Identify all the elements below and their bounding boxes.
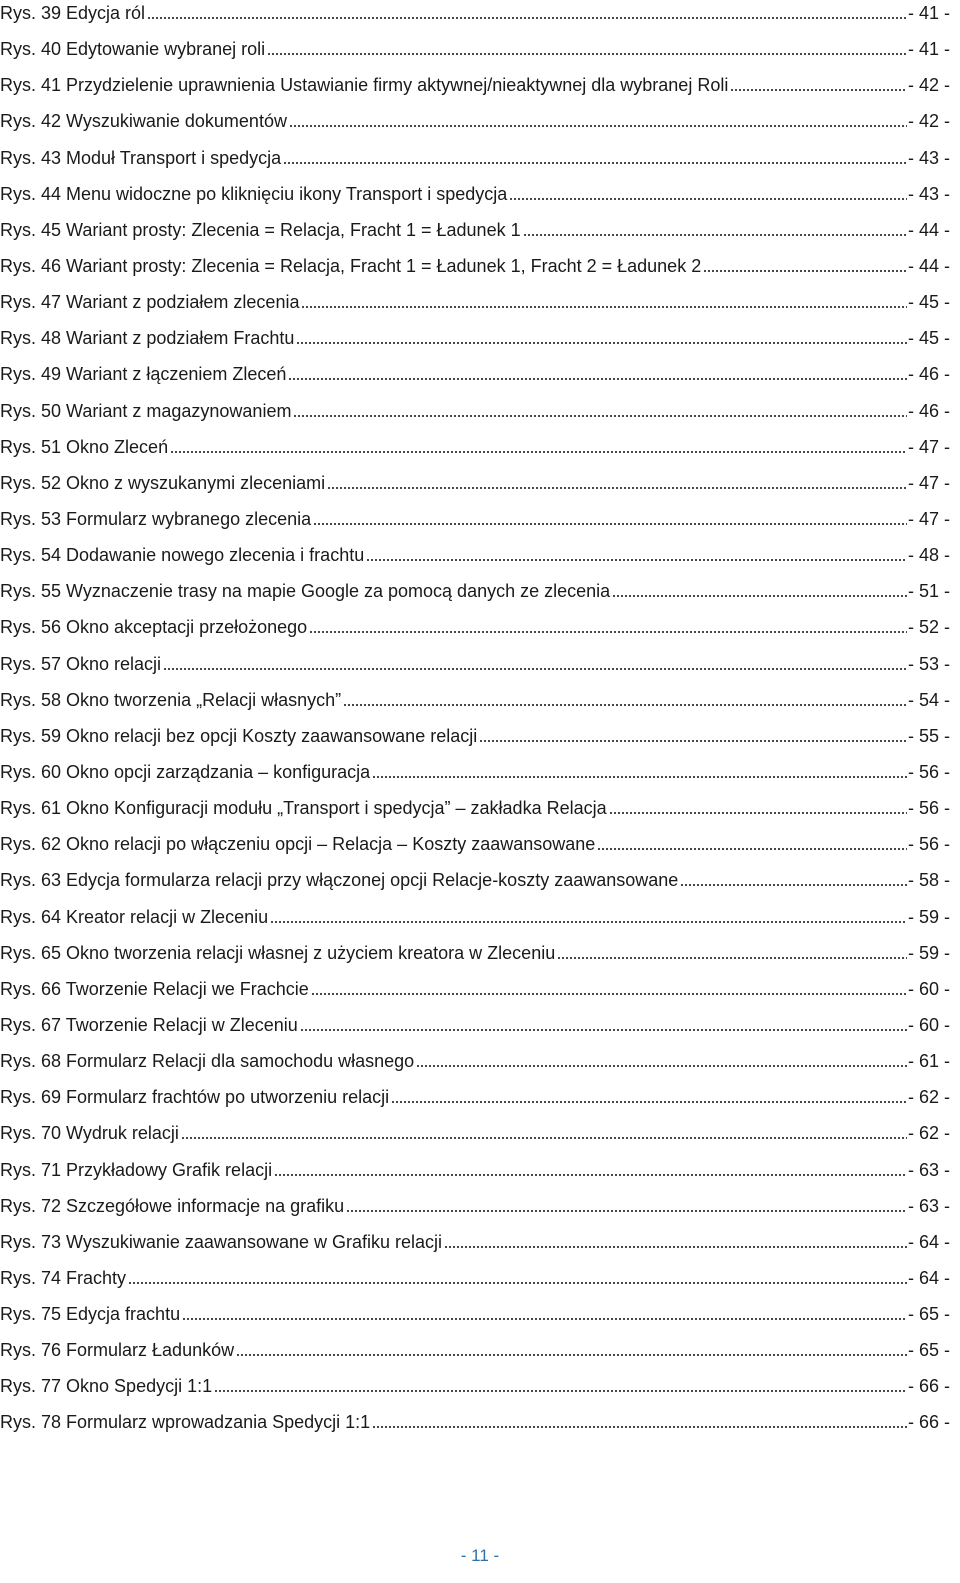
toc-entry-page: - 44 - — [907, 255, 950, 276]
toc-entry-page: - 42 - — [907, 111, 950, 132]
page-number: - 11 - — [460, 1546, 500, 1565]
toc-entry[interactable] — [0, 530, 950, 566]
toc-entry-page: - 56 - — [907, 798, 950, 819]
toc-entry[interactable] — [0, 711, 950, 747]
toc-entry-title: Rys. 50 Wariant z magazynowaniem — [0, 400, 292, 421]
toc-dot-leader — [372, 775, 907, 779]
toc-entry[interactable] — [0, 602, 950, 638]
toc-entry-title: Rys. 63 Edycja formularza relacji przy włączonej opcji Relacje-koszty zaawansowane — [0, 870, 679, 891]
toc-entry-title: Rys. 48 Wariant z podziałem Frachtu — [0, 328, 295, 349]
toc-entry[interactable] — [0, 0, 950, 24]
toc-entry-title: Rys. 66 Tworzenie Relacji we Frachcie — [0, 978, 309, 999]
toc-dot-leader — [236, 1353, 907, 1357]
toc-dot-leader — [288, 377, 907, 381]
toc-entry[interactable] — [0, 313, 950, 349]
toc-entry[interactable] — [0, 385, 950, 421]
toc-entry-page: - 65 - — [907, 1304, 950, 1325]
toc-entry[interactable] — [0, 747, 950, 783]
toc-entry[interactable] — [0, 205, 950, 241]
toc-entry[interactable] — [0, 494, 950, 530]
toc-entry[interactable] — [0, 1361, 950, 1397]
toc-dot-leader — [170, 450, 907, 454]
toc-entry[interactable] — [0, 132, 950, 168]
toc-entry-title: Rys. 69 Formularz frachtów po utworzeniu relacji — [0, 1087, 390, 1108]
toc-dot-leader — [214, 1389, 907, 1393]
toc-entry-page: - 48 - — [907, 545, 950, 566]
toc-entry-title: Rys. 52 Okno z wyszukanymi zleceniami — [0, 472, 326, 493]
toc-entry[interactable] — [0, 1036, 950, 1072]
toc-dot-leader — [300, 1028, 907, 1032]
toc-dot-leader — [372, 1425, 907, 1429]
toc-dot-leader — [181, 1136, 907, 1140]
toc-entry-title: Rys. 58 Okno tworzenia „Relacji własnych” — [0, 689, 342, 710]
toc-entry-page: - 59 - — [907, 942, 950, 963]
toc-dot-leader — [509, 197, 907, 201]
toc-dot-leader — [182, 1317, 907, 1321]
toc-entry-page: - 46 - — [907, 400, 950, 421]
toc-entry-page: - 41 - — [907, 3, 950, 23]
toc-entry-title: Rys. 56 Okno akceptacji przełożonego — [0, 617, 308, 638]
toc-entry-page: - 44 - — [907, 219, 950, 240]
toc-entry-page: - 61 - — [907, 1051, 950, 1072]
toc-entry[interactable] — [0, 96, 950, 132]
toc-entry-page: - 55 - — [907, 725, 950, 746]
toc-entry-page: - 62 - — [907, 1123, 950, 1144]
toc-dot-leader — [309, 630, 907, 634]
toc-entry-title: Rys. 49 Wariant z łączeniem Zleceń — [0, 364, 287, 385]
toc-entry-title: Rys. 74 Frachty — [0, 1267, 127, 1288]
toc-entry-title: Rys. 67 Tworzenie Relacji w Zleceniu — [0, 1014, 298, 1035]
toc-entry-page: - 47 - — [907, 472, 950, 493]
toc-dot-leader — [128, 1281, 907, 1285]
toc-entry[interactable] — [0, 891, 950, 927]
toc-entry[interactable] — [0, 783, 950, 819]
toc-entry-page: - 41 - — [907, 39, 950, 60]
toc-entry-title: Rys. 62 Okno relacji po włączeniu opcji – Relacja – Koszty zaawansowane — [0, 834, 596, 855]
toc-entry-title: Rys. 41 Przydzielenie uprawnienia Ustawianie firmy aktywnej/nieaktywnej dla wybranej Roli — [0, 75, 729, 96]
toc-entry-title: Rys. 65 Okno tworzenia relacji własnej z użyciem kreatora w Zleceniu — [0, 942, 556, 963]
toc-entry[interactable] — [0, 1181, 950, 1217]
toc-entry-title: Rys. 78 Formularz wprowadzania Spedycji 1:1 — [0, 1412, 371, 1433]
toc-entry-title: Rys. 64 Kreator relacji w Zleceniu — [0, 906, 269, 927]
toc-dot-leader — [730, 88, 907, 92]
toc-entry-page: - 60 - — [907, 978, 950, 999]
toc-dot-leader — [147, 16, 907, 20]
toc-entry-page: - 58 - — [907, 870, 950, 891]
toc-entry-title: Rys. 57 Okno relacji — [0, 653, 162, 674]
toc-entry-title: Rys. 42 Wyszukiwanie dokumentów — [0, 111, 287, 132]
toc-entry-page: - 62 - — [907, 1087, 950, 1108]
toc-entry-page: - 52 - — [907, 617, 950, 638]
toc-entry[interactable] — [0, 241, 950, 277]
toc-entry[interactable] — [0, 1072, 950, 1108]
toc-entry-title: Rys. 44 Menu widoczne po kliknięciu ikony Transport i spedycja — [0, 183, 508, 204]
toc-dot-leader — [267, 52, 907, 56]
toc-dot-leader — [313, 522, 907, 526]
toc-dot-leader — [163, 667, 907, 671]
toc-entry-title: Rys. 71 Przykładowy Grafik relacji — [0, 1159, 273, 1180]
toc-entry[interactable] — [0, 1325, 950, 1361]
toc-dot-leader — [366, 558, 907, 562]
toc-entry-title: Rys. 54 Dodawanie nowego zlecenia i frachtu — [0, 545, 365, 566]
toc-entry-page: - 46 - — [907, 364, 950, 385]
toc-entry-page: - 45 - — [907, 328, 950, 349]
toc-entry[interactable] — [0, 24, 950, 60]
toc-entry-page: - 64 - — [907, 1231, 950, 1252]
toc-entry-title: Rys. 70 Wydruk relacji — [0, 1123, 179, 1144]
toc-entry-page: - 63 - — [907, 1159, 950, 1180]
toc-entry-title: Rys. 73 Wyszukiwanie zaawansowane w Grafiku relacji — [0, 1231, 443, 1252]
toc-entry[interactable] — [0, 422, 950, 458]
toc-entry-page: - 43 - — [907, 147, 950, 168]
toc-entry-title: Rys. 61 Okno Konfiguracji modułu „Transport i spedycja” – zakładka Relacja — [0, 798, 607, 819]
toc-dot-leader — [293, 414, 907, 418]
toc-dot-leader — [703, 269, 907, 273]
toc-entry-page: - 51 - — [907, 581, 950, 602]
toc-entry[interactable] — [0, 458, 950, 494]
toc-entry-page: - 66 - — [907, 1412, 950, 1433]
toc-dot-leader — [479, 739, 907, 743]
toc-dot-leader — [346, 1209, 907, 1213]
toc-entry-page: - 45 - — [907, 292, 950, 313]
toc-entry-page: - 63 - — [907, 1195, 950, 1216]
toc-dot-leader — [597, 847, 907, 851]
toc-entry-title: Rys. 72 Szczegółowe informacje na grafiku — [0, 1195, 345, 1216]
toc-dot-leader — [391, 1100, 907, 1104]
toc-dot-leader — [416, 1064, 907, 1068]
toc-entry-page: - 47 - — [907, 436, 950, 457]
toc-entry[interactable] — [0, 964, 950, 1000]
toc-dot-leader — [523, 233, 907, 237]
toc-entry-page: - 64 - — [907, 1267, 950, 1288]
toc-entry-title: Rys. 51 Okno Zleceń — [0, 436, 169, 457]
toc-entry-title: Rys. 45 Wariant prosty: Zlecenia = Relacja, Fracht 1 = Ładunek 1 — [0, 219, 521, 240]
toc-dot-leader — [444, 1245, 907, 1249]
toc-dot-leader — [270, 920, 907, 924]
toc-entry-title: Rys. 43 Moduł Transport i spedycja — [0, 147, 282, 168]
toc-entry-title: Rys. 53 Formularz wybranego zlecenia — [0, 508, 312, 529]
toc-entry[interactable] — [0, 169, 950, 205]
toc-dot-leader — [296, 341, 907, 345]
toc-entry[interactable] — [0, 60, 950, 96]
toc-entry-title: Rys. 68 Formularz Relacji dla samochodu własnego — [0, 1051, 415, 1072]
toc-entry[interactable] — [0, 1108, 950, 1144]
toc-entry-title: Rys. 39 Edycja ról — [0, 3, 146, 23]
toc-dot-leader — [311, 992, 907, 996]
toc-entry-title: Rys. 40 Edytowanie wybranej roli — [0, 39, 266, 60]
toc-entry[interactable] — [0, 1289, 950, 1325]
toc-entry[interactable] — [0, 675, 950, 711]
toc-entry[interactable] — [0, 1217, 950, 1253]
toc-entry-title: Rys. 76 Formularz Ładunków — [0, 1340, 235, 1361]
toc-entry-title: Rys. 77 Okno Spedycji 1:1 — [0, 1376, 213, 1397]
toc-dot-leader — [274, 1173, 907, 1177]
toc-entry[interactable] — [0, 566, 950, 602]
toc-entry-page: - 56 - — [907, 834, 950, 855]
toc-entry-title: Rys. 75 Edycja frachtu — [0, 1304, 181, 1325]
toc-entry-title: Rys. 55 Wyznaczenie trasy na mapie Google za pomocą danych ze zlecenia — [0, 581, 611, 602]
toc-entry[interactable] — [0, 277, 950, 313]
toc-entry[interactable] — [0, 638, 950, 674]
toc-dot-leader — [557, 956, 907, 960]
toc-entry[interactable] — [0, 928, 950, 964]
toc-dot-leader — [680, 883, 907, 887]
toc-entry-title: Rys. 60 Okno opcji zarządzania – konfiguracja — [0, 761, 371, 782]
toc-entry[interactable] — [0, 855, 950, 891]
toc-entry-page: - 60 - — [907, 1014, 950, 1035]
toc-entry-page: - 42 - — [907, 75, 950, 96]
toc-entry[interactable] — [0, 1397, 950, 1433]
toc-entry-page: - 47 - — [907, 508, 950, 529]
toc-dot-leader — [609, 811, 907, 815]
toc-dot-leader — [612, 594, 907, 598]
toc-dot-leader — [343, 703, 907, 707]
toc-entry-page: - 43 - — [907, 183, 950, 204]
toc-entry-page: - 65 - — [907, 1340, 950, 1361]
toc-entry[interactable] — [0, 1253, 950, 1289]
toc-entry-page: - 56 - — [907, 761, 950, 782]
toc-entry[interactable] — [0, 349, 950, 385]
toc-entry-page: - 66 - — [907, 1376, 950, 1397]
toc-entry[interactable] — [0, 1144, 950, 1180]
toc-dot-leader — [301, 305, 907, 309]
toc-dot-leader — [283, 161, 907, 165]
toc-dot-leader — [289, 124, 907, 128]
toc-entry[interactable] — [0, 1000, 950, 1036]
toc-entry[interactable] — [0, 819, 950, 855]
toc-entry-page: - 54 - — [907, 689, 950, 710]
toc-entry-title: Rys. 46 Wariant prosty: Zlecenia = Relacja, Fracht 1 = Ładunek 1, Fracht 2 = Ładunek 2 — [0, 255, 702, 276]
toc-entry-page: - 59 - — [907, 906, 950, 927]
toc-entry-title: Rys. 47 Wariant z podziałem zlecenia — [0, 292, 300, 313]
toc-entry-page: - 53 - — [907, 653, 950, 674]
toc-dot-leader — [327, 486, 907, 490]
toc-entry-title: Rys. 59 Okno relacji bez opcji Koszty zaawansowane relacji — [0, 725, 478, 746]
